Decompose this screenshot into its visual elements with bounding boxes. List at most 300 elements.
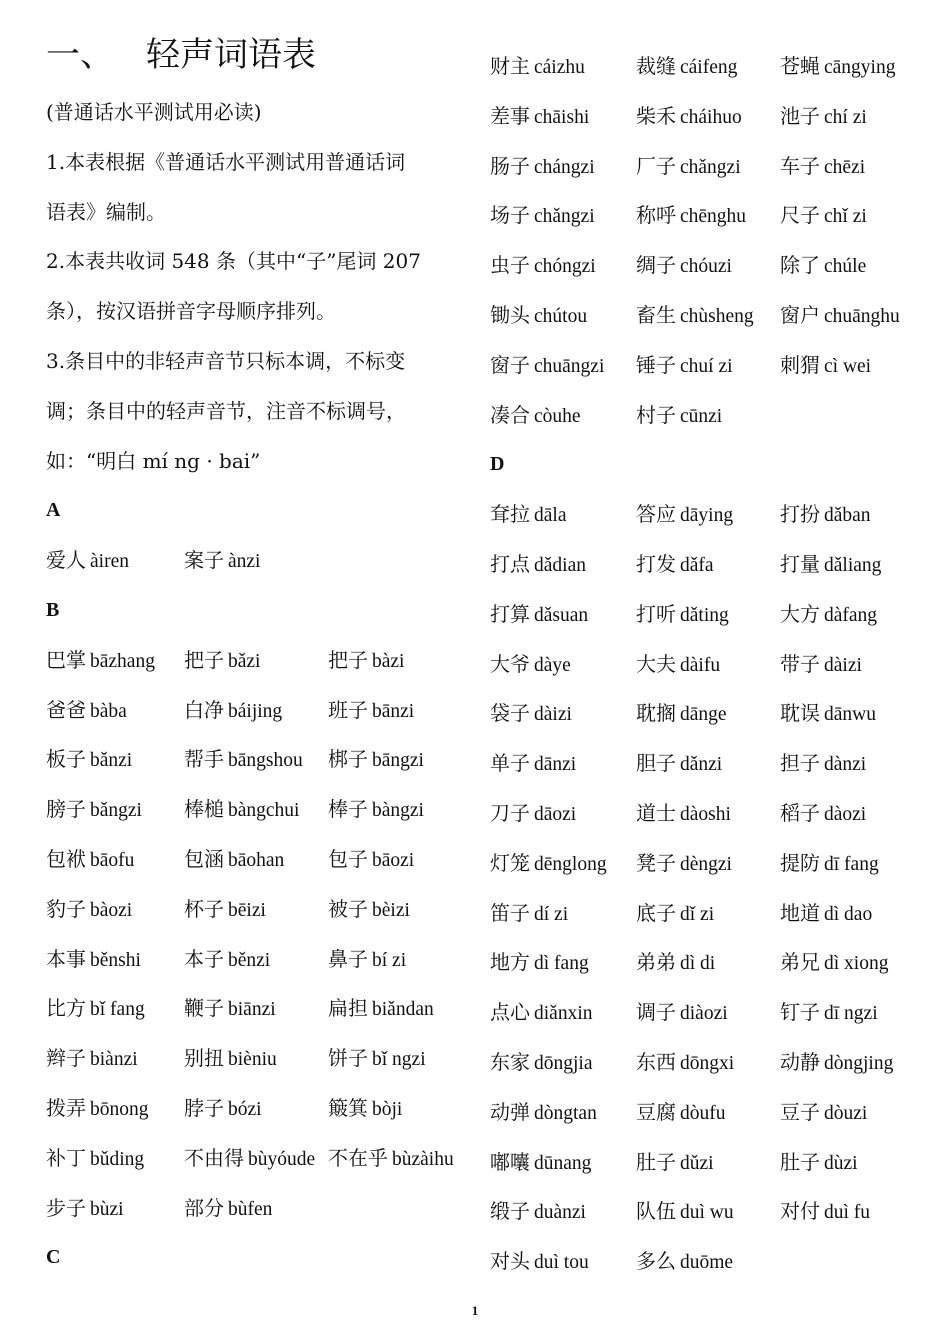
word-row [46,935,466,985]
word-pinyin: dì di [680,953,716,975]
word-hanzi: 地方 [490,950,530,975]
word-pinyin: bāzhang [90,650,155,672]
word-entry [780,938,888,989]
section-letter-d: D [490,453,505,476]
word-pinyin: dàfang [824,604,878,626]
word-hanzi: 班子 [328,697,368,722]
word-entry [636,1237,733,1288]
word-hanzi: 称呼 [636,203,676,228]
word-pinyin: diǎnxin [534,1003,593,1025]
word-entry [490,988,593,1039]
word-pinyin: cáizhu [534,57,585,78]
word-hanzi: 弟弟 [636,950,676,975]
word-entry [184,984,276,1035]
section-letter-c: C [46,1246,61,1269]
word-entry [46,536,129,587]
word-pinyin: bēizi [228,899,266,921]
word-row [490,191,930,241]
word-pinyin: bāohan [228,849,285,871]
word-entry [328,785,424,836]
word-entry [184,1184,272,1235]
word-hanzi: 步子 [46,1195,86,1220]
word-hanzi: 包子 [328,846,368,871]
word-pinyin: bǐ fang [90,999,145,1021]
word-pinyin: dàizi [534,704,572,726]
word-pinyin: dàizi [824,654,862,676]
word-pinyin: bǎngzi [90,800,142,822]
word-entry [636,938,715,989]
word-pinyin: dòngjing [824,1052,894,1074]
word-pinyin: dī fang [824,853,879,875]
word-hanzi: 场子 [490,203,530,228]
word-hanzi: 案子 [184,548,224,573]
word-pinyin: chāishi [534,106,590,128]
word-hanzi: 底子 [636,900,676,925]
word-hanzi: 道士 [636,800,676,825]
word-entry [490,92,589,143]
word-pinyin: cáifeng [680,57,738,78]
word-entry [490,42,585,93]
word-pinyin: còuhe [534,405,581,427]
word-entry [490,1237,589,1288]
word-hanzi: 担子 [780,751,820,776]
word-hanzi: 钉子 [780,1000,820,1025]
word-hanzi: 大夫 [636,651,676,676]
word-pinyin: chúle [824,256,867,278]
word-pinyin: dàoshi [680,803,731,825]
word-pinyin: diàozi [680,1003,728,1025]
word-hanzi: 鼻子 [328,946,368,971]
page-title [46,30,466,88]
word-hanzi: 差事 [490,103,530,128]
word-entry [780,1187,870,1238]
word-pinyin: dàye [534,654,571,676]
word-hanzi: 绸子 [636,253,676,278]
word-hanzi: 耷拉 [490,502,530,527]
word-pinyin: bānzi [372,700,415,722]
word-pinyin: bí zi [372,949,407,971]
word-hanzi: 部分 [184,1195,224,1220]
word-hanzi: 提防 [780,850,820,875]
word-entry [780,789,866,840]
word-hanzi: 鞭子 [184,996,224,1021]
word-pinyin: bǎzi [228,650,261,672]
word-entry [328,1134,454,1185]
word-entry [490,391,581,442]
word-pinyin: dǎdian [534,554,586,576]
word-row [46,885,466,935]
word-pinyin: dēnglong [534,853,607,875]
title-text: 轻声词语表 [146,35,316,75]
word-pinyin: bùzàihu [392,1148,454,1170]
word-entry [490,241,596,292]
word-hanzi: 柴禾 [636,103,676,128]
word-entry [780,191,867,242]
word-entry [780,988,878,1039]
word-hanzi: 豆子 [780,1099,820,1124]
word-entry [184,1134,315,1185]
word-pinyin: běnshi [90,949,141,971]
word-hanzi: 大爷 [490,651,530,676]
word-entry [46,835,134,886]
word-entry [780,490,871,541]
word-hanzi: 本事 [46,946,86,971]
word-row [46,1034,466,1084]
word-entry [46,636,155,687]
word-row [490,988,930,1038]
word-pinyin: dì dao [824,903,873,925]
word-pinyin: chuāngzi [534,355,605,377]
word-pinyin: bǔding [90,1148,145,1170]
word-entry [780,1088,867,1139]
word-pinyin: bùfen [228,1198,273,1220]
word-pinyin: chǎngzi [680,156,741,178]
word-entry [184,885,266,936]
word-entry [328,1084,402,1135]
word-entry [636,42,737,93]
word-pinyin: cūnzi [680,405,723,427]
word-entry [46,686,127,737]
word-entry [328,1034,426,1085]
word-entry [636,142,741,193]
word-pinyin: dōngjia [534,1052,593,1074]
word-pinyin: dāla [534,505,567,527]
word-row [490,739,930,789]
note-3-line-1: 3.条目中的非轻声音节只标本调，不标变 [46,348,406,373]
word-entry [184,536,260,587]
word-hanzi: 窗子 [490,352,530,377]
word-row [490,1038,930,1088]
word-pinyin: chuí zi [680,355,733,377]
word-pinyin: dānwu [824,704,876,726]
word-entry [46,1084,149,1135]
word-pinyin: dāozi [534,803,577,825]
subtitle: (普通话水平测试用必读) [46,100,262,124]
word-entry [46,984,145,1035]
word-hanzi: 豆腐 [636,1099,676,1124]
word-hanzi: 打量 [780,551,820,576]
word-entry [636,889,714,940]
word-pinyin: chēzi [824,156,866,178]
word-pinyin: dǎliang [824,554,882,576]
word-pinyin: bùzi [90,1198,124,1220]
right-sections [490,42,930,1287]
word-pinyin: bèizi [372,899,410,921]
word-hanzi: 对头 [490,1249,530,1274]
word-entry [184,835,284,886]
word-hanzi: 刺猬 [780,352,820,377]
word-row [490,241,930,291]
word-hanzi: 爱人 [46,548,86,573]
word-entry [184,636,260,687]
word-hanzi: 豹子 [46,896,86,921]
word-entry [636,1138,714,1189]
word-hanzi: 动静 [780,1049,820,1074]
word-pinyin: dì xiong [824,953,889,975]
word-entry [780,291,900,342]
word-row [46,536,466,586]
left-sections [46,486,466,1283]
word-row [490,789,930,839]
word-entry [184,735,303,786]
section-letter-b: B [46,598,60,621]
word-hanzi: 被子 [328,896,368,921]
word-entry [780,1038,893,1089]
word-hanzi: 多么 [636,1249,676,1274]
word-row [490,391,930,441]
word-hanzi: 饼子 [328,1046,368,1071]
word-entry [780,839,879,890]
word-hanzi: 苍蝇 [780,54,820,78]
word-pinyin: chēnghu [680,206,747,228]
word-pinyin: běnzi [228,949,271,971]
word-hanzi: 比方 [46,996,86,1021]
word-hanzi: 袋子 [490,701,530,726]
word-entry [636,191,746,242]
word-pinyin: dūnang [534,1152,592,1174]
word-entry [780,640,862,691]
title-number: 一、 [46,35,114,75]
word-pinyin: chuānghu [824,305,900,327]
word-pinyin: bàzi [372,650,405,672]
word-entry [780,1138,858,1189]
word-hanzi: 包袱 [46,846,86,871]
word-pinyin: chí zi [824,106,867,128]
word-entry [490,739,576,790]
word-hanzi: 凑合 [490,402,530,427]
word-entry [636,291,754,342]
word-entry [490,291,587,342]
word-row [490,92,930,142]
word-row [490,341,930,391]
word-entry [636,789,731,840]
word-hanzi: 打算 [490,601,530,626]
word-hanzi: 打点 [490,551,530,576]
word-entry [46,735,132,786]
word-pinyin: bāngzi [372,750,424,772]
word-hanzi: 把子 [328,647,368,672]
word-hanzi: 拨弄 [46,1095,86,1120]
word-entry [328,885,410,936]
word-hanzi: 带子 [780,651,820,676]
word-pinyin: ànzi [228,551,261,573]
word-hanzi: 打发 [636,551,676,576]
word-hanzi: 队伍 [636,1199,676,1224]
word-hanzi: 缎子 [490,1199,530,1224]
word-pinyin: biànzi [90,1049,138,1071]
word-hanzi: 除了 [780,253,820,278]
word-pinyin: dǎban [824,505,871,527]
word-hanzi: 肚子 [636,1149,676,1174]
word-row [490,938,930,988]
word-pinyin: bùyóude [248,1148,316,1170]
word-pinyin: dǎnzi [680,754,723,776]
left-column [46,30,466,1283]
word-pinyin: chóuzi [680,256,732,278]
word-hanzi: 东西 [636,1049,676,1074]
word-hanzi: 别扭 [184,1046,224,1071]
word-pinyin: duànzi [534,1202,586,1224]
word-hanzi: 财主 [490,54,530,78]
word-pinyin: chútou [534,305,588,327]
word-entry [46,885,132,936]
word-hanzi: 棒槌 [184,797,224,822]
word-row [46,735,466,785]
word-row [46,1084,466,1134]
word-pinyin: chǐ zi [824,206,867,228]
word-hanzi: 锄头 [490,302,530,327]
word-entry [636,1038,734,1089]
word-hanzi: 大方 [780,601,820,626]
word-pinyin: dí zi [534,903,569,925]
word-entry [46,785,142,836]
word-pinyin: dāying [680,505,734,527]
word-pinyin: dǎfa [680,554,714,576]
word-entry [490,640,571,691]
word-row [490,590,930,640]
word-entry [780,889,872,940]
word-hanzi: 杯子 [184,896,224,921]
word-entry [780,341,871,392]
word-hanzi: 单子 [490,751,530,776]
word-pinyin: àiren [90,551,129,573]
word-entry [636,92,742,143]
page-number: 1 [471,1303,479,1318]
word-hanzi: 嘟囔 [490,1149,530,1174]
word-hanzi: 笛子 [490,900,530,925]
word-hanzi: 耽误 [780,701,820,726]
word-hanzi: 肠子 [490,153,530,178]
word-entry [636,689,727,740]
word-row [46,984,466,1034]
word-hanzi: 帮手 [184,747,224,772]
word-row [490,1237,930,1287]
word-hanzi: 厂子 [636,153,676,178]
word-pinyin: cāngying [824,57,896,78]
word-pinyin: dǎting [680,604,729,626]
word-entry [636,490,733,541]
section-letter-a: A [46,499,61,522]
word-pinyin: bāofu [90,849,135,871]
word-pinyin: duì wu [680,1202,734,1224]
word-hanzi: 耽搁 [636,701,676,726]
word-hanzi: 地道 [780,900,820,925]
word-pinyin: dàozi [824,803,867,825]
word-pinyin: dàifu [680,654,721,676]
word-hanzi: 辫子 [46,1046,86,1071]
word-row [490,1138,930,1188]
word-pinyin: bǎnzi [90,750,133,772]
word-row [490,640,930,690]
word-hanzi: 答应 [636,502,676,527]
word-row [490,839,930,889]
word-entry [46,1134,144,1185]
word-pinyin: bàba [90,700,127,722]
word-pinyin: dànzi [824,754,867,776]
word-row [46,1184,466,1234]
word-pinyin: bièniu [228,1049,277,1071]
word-entry [636,391,722,442]
word-pinyin: dùzi [824,1152,858,1174]
word-hanzi: 脖子 [184,1095,224,1120]
word-hanzi: 池子 [780,103,820,128]
word-hanzi: 动弹 [490,1099,530,1124]
word-entry [184,686,282,737]
word-entry [780,42,895,93]
word-hanzi: 肚子 [780,1149,820,1174]
word-entry [636,341,733,392]
word-row [490,689,930,739]
word-pinyin: bāngshou [228,750,303,772]
word-pinyin: dī ngzi [824,1003,878,1025]
word-hanzi: 尺子 [780,203,820,228]
word-entry [328,984,434,1035]
word-pinyin: dòufu [680,1102,726,1124]
word-row [46,1134,466,1184]
word-hanzi: 爸爸 [46,697,86,722]
word-entry [636,1088,726,1139]
word-entry [490,191,595,242]
word-entry [636,1187,734,1238]
word-entry [490,889,568,940]
word-pinyin: dǎsuan [534,604,589,626]
word-pinyin: cháihuo [680,106,742,128]
word-pinyin: dǔzi [680,1152,714,1174]
word-entry [490,590,588,641]
word-hanzi: 打扮 [780,502,820,527]
word-entry [184,935,270,986]
word-entry [780,689,876,740]
word-pinyin: biānzi [228,999,276,1021]
word-pinyin: dòuzi [824,1102,868,1124]
word-entry [328,935,406,986]
word-pinyin: bōnong [90,1098,149,1120]
word-hanzi: 稻子 [780,800,820,825]
word-hanzi: 把子 [184,647,224,672]
word-entry [490,490,566,541]
word-row [490,142,930,192]
word-entry [328,835,414,886]
word-pinyin: báijing [228,700,283,722]
word-entry [636,839,732,890]
word-hanzi: 胆子 [636,751,676,776]
word-hanzi: 裁缝 [636,54,676,78]
word-entry [490,540,586,591]
note-1-line-1: 1.本表根据《普通话水平测试用普通话词 [46,149,406,174]
word-row [46,636,466,686]
word-entry [780,142,865,193]
word-hanzi: 凳子 [636,850,676,875]
word-entry [490,789,576,840]
word-hanzi: 膀子 [46,797,86,822]
word-pinyin: bózi [228,1098,262,1120]
word-pinyin: bàozi [90,899,133,921]
word-entry [490,341,604,392]
word-pinyin: duōme [680,1252,734,1274]
word-pinyin: dānzi [534,754,577,776]
word-entry [184,1034,277,1085]
word-pinyin: chóngzi [534,256,596,278]
word-pinyin: biǎndan [372,999,434,1021]
word-hanzi: 白净 [184,697,224,722]
word-entry [184,1084,262,1135]
word-entry [490,938,589,989]
word-entry [490,1138,591,1189]
word-entry [490,1088,597,1139]
word-pinyin: bàngchui [228,800,300,822]
word-row [46,686,466,736]
word-entry [636,988,728,1039]
